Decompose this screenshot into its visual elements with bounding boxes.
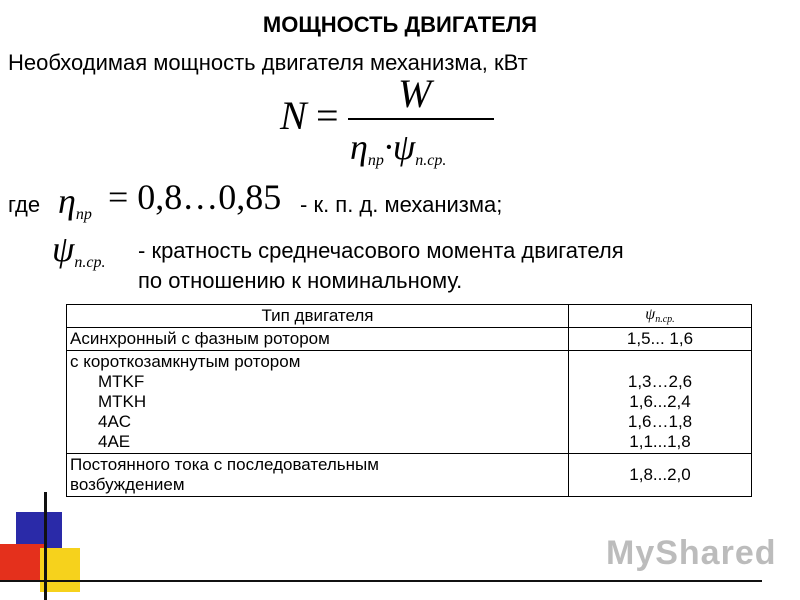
cell-value: 1,5... 1,6: [569, 328, 752, 351]
motor-series: MTKH: [98, 392, 147, 411]
eta-description: - к. п. д. механизма;: [300, 192, 503, 217]
slide-title: МОЩНОСТЬ ДВИГАТЕЛЯ: [262, 12, 538, 37]
formula-numerator: W: [398, 71, 432, 116]
eta-symbol: η: [350, 127, 368, 167]
motor-series: MTKF: [98, 372, 145, 391]
slide-subtitle: Необходимая мощность двигателя механизма, кВт: [8, 50, 528, 75]
eta-subscript: пр: [367, 152, 384, 169]
cell-type: с короткозамкнутым ротором MTKF MTKH 4AC 4AE: [67, 351, 569, 454]
decor-vertical-line: [44, 492, 47, 600]
psi-symbol: ψ: [392, 127, 416, 167]
watermark-logo: MyShared: [606, 534, 777, 572]
psi-description: - кратность среднечасового момента двигателя по отношению к номинальному.: [138, 238, 624, 293]
formula-equals: =: [316, 93, 339, 138]
cell-value: 1,8...2,0: [569, 454, 752, 497]
psi-subscript: п.ср.: [415, 152, 447, 169]
header-motor-type: Тип двигателя: [67, 305, 569, 328]
where-label: где: [8, 192, 41, 217]
formula-lhs: N: [280, 93, 307, 138]
multiply-dot: ·: [383, 127, 393, 167]
cell-value: 1,3…2,6 1,6...2,4 1,6…1,8 1,1...1,8: [569, 351, 752, 454]
eta-definition-symbol: $\eta_{пр}$: [58, 181, 92, 223]
table-row: [67, 351, 752, 454]
motor-series: 4AC: [98, 412, 132, 431]
cell-type: Асинхронный с фазным ротором: [67, 328, 569, 351]
motor-coefficient-table: [66, 304, 752, 497]
decor-red-square: [0, 544, 44, 580]
formula-denominator: [350, 126, 446, 170]
cell-type: Постоянного тока с последовательным возбуждением: [67, 454, 569, 497]
decor-horizontal-line: [0, 580, 762, 582]
table-row: [67, 454, 752, 497]
table-header-row: [67, 305, 752, 328]
psi-definition-symbol: $\psi_{п.ср.}$: [52, 229, 106, 271]
fraction-bar: [348, 118, 494, 120]
eta-value: = 0,8…0,85: [108, 177, 282, 217]
table-row: [67, 328, 752, 351]
header-psi: $\psi_{п.ср.}$: [569, 305, 752, 328]
motor-series: 4AE: [98, 432, 131, 451]
